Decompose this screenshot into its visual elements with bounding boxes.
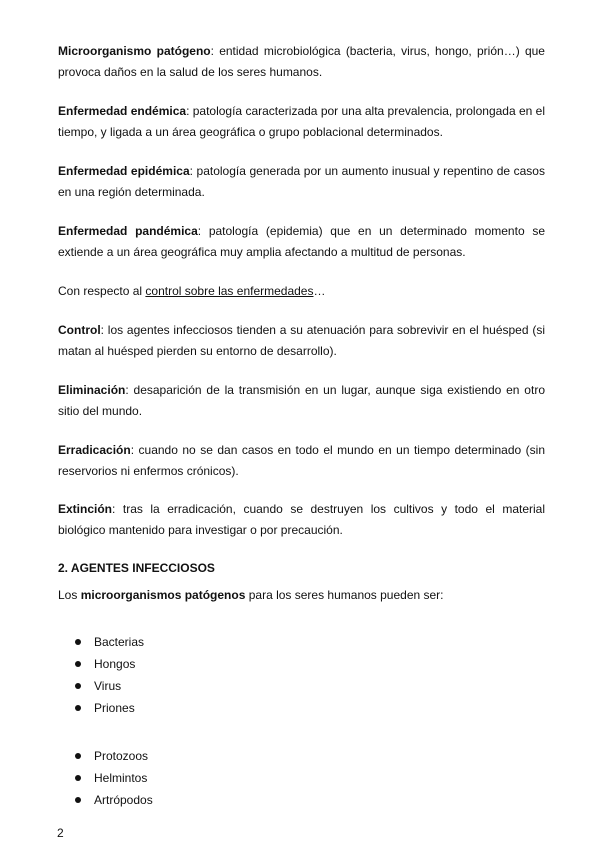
control-term-text: : los agentes infecciosos tienden a su atenuación para sobrevivir en el huésped (si matan al huésped pierden su entorno de desarrollo). [58,323,545,358]
agents-list-a [58,631,144,719]
list-item-label: Hongos [94,657,136,671]
list-item-label: Protozoos [94,749,149,763]
list-item-label: Artrópodos [94,793,153,807]
control-term-extincion [58,499,545,541]
control-term-name: Extinción [58,502,113,516]
page-number: 2 [57,826,64,840]
list-item [58,631,144,653]
agents-intro-prefix: Los [58,588,81,602]
bullet-icon [75,797,81,803]
definition-text: : patología caracterizada por una alta prevalencia, prolongada en el tiempo, y ligada a un área geográfica o grupo poblacional determinados. [58,104,546,139]
list-item-label: Virus [94,679,122,693]
list-item-label: Bacterias [94,635,145,649]
list-item [58,653,144,675]
control-term-text: : cuando no se dan casos en todo el mundo en un tiempo determinado (sin reservorios ni enfermos crónicos). [58,443,545,478]
definition-enfermedad-epidemica [58,161,545,203]
bullet-icon [75,753,81,759]
definition-text: : patología (epidemia) que en un determinado momento se extiende a un área geográfica muy amplia afectando a multitud de personas. [58,224,546,259]
list-item [58,767,153,789]
bullet-icon [75,775,81,781]
list-item [58,675,144,697]
control-term-text: : desaparición de la transmisión en un lugar, aunque siga existiendo en otro sitio del mundo. [58,383,545,418]
list-item-label: Priones [94,701,135,715]
bullet-icon [75,683,81,689]
definition-term: Enfermedad endémica [58,104,187,118]
list-item [58,789,153,811]
control-term-name: Control [58,323,101,337]
definition-text: : entidad microbiológica (bacteria, virus, hongo, prión…) que provoca daños en la salud de los seres humanos. [58,44,545,79]
control-term-text: : tras la erradicación, cuando se destruyen los cultivos y todo el material biológico mantenido para investigar o por precaución. [58,502,545,537]
control-term-erradicacion [58,440,545,482]
list-item-label: Helmintos [94,771,148,785]
definition-enfermedad-pandemica [58,221,545,263]
control-intro [58,281,545,302]
agents-intro-bold: microorganismos patógenos [80,588,246,602]
list-item [58,745,153,767]
control-intro-prefix: Con respecto al [58,284,146,298]
definition-term: Enfermedad pandémica [58,224,198,238]
bullet-icon [75,705,81,711]
agents-intro [58,585,545,606]
control-term-control [58,320,545,362]
definition-enfermedad-endemica [58,101,545,143]
control-intro-suffix: … [313,284,326,298]
bullet-icon [75,639,81,645]
control-intro-underlined: control sobre las enfermedades [145,284,314,298]
definition-microorganismo-patogeno [58,41,545,83]
agents-list-b [58,745,153,811]
list-item [58,697,144,719]
section-heading: 2. AGENTES INFECCIOSOS [58,561,215,575]
definition-text: : patología generada por un aumento inusual y repentino de casos en una región determinada. [58,164,545,199]
control-term-eliminacion [58,380,545,422]
control-term-name: Eliminación [58,383,126,397]
definition-term: Enfermedad epidémica [58,164,190,178]
agents-intro-suffix: para los seres humanos pueden ser: [245,588,444,602]
bullet-icon [75,661,81,667]
definition-term: Microorganismo patógeno [58,44,211,58]
control-term-name: Erradicación [58,443,131,457]
